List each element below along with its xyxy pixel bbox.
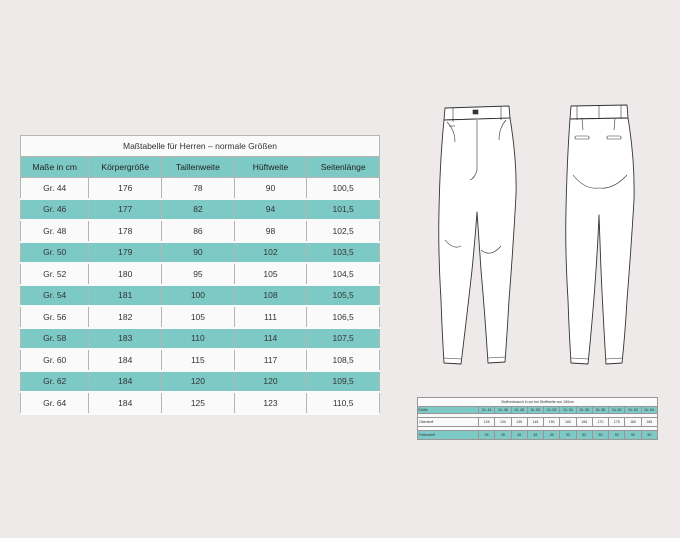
measure-cell: 117	[234, 349, 307, 371]
fabric-header-cell: Gr. 52	[544, 407, 560, 414]
measure-cell: 103,5	[307, 242, 380, 264]
table-row	[21, 178, 380, 199]
fabric-header-cell: Gr. 60	[609, 407, 625, 414]
table-row	[21, 392, 380, 414]
measure-cell: 95	[162, 263, 235, 285]
header-hip: Hüftweite	[234, 157, 307, 178]
fabric-amount-cell: 130	[495, 418, 511, 427]
fabric-header-cell: Gr. 56	[576, 407, 592, 414]
measure-cell: 123	[234, 392, 307, 414]
table-row	[418, 418, 658, 427]
fabric-amount-cell: 185	[641, 418, 657, 427]
table-row	[21, 306, 380, 328]
size-label-cell: Gr. 58	[21, 328, 89, 350]
measure-cell: 182	[89, 306, 162, 328]
size-label-cell: Gr. 62	[21, 371, 89, 393]
fabric-consumption-table	[417, 397, 658, 440]
fabric-header-cell: Gr. 46	[495, 407, 511, 414]
measure-cell: 184	[89, 392, 162, 414]
measure-cell: 178	[89, 220, 162, 242]
measure-cell: 100,5	[307, 178, 380, 199]
measure-cell: 114	[234, 328, 307, 350]
size-label-cell: Gr. 64	[21, 392, 89, 414]
measure-cell: 110	[162, 328, 235, 350]
header-measure: Maße in cm	[21, 157, 89, 178]
fabric-amount-cell: 175	[609, 418, 625, 427]
table-row	[21, 263, 380, 285]
measure-cell: 106,5	[307, 306, 380, 328]
measure-cell: 101,5	[307, 199, 380, 221]
table-row	[418, 431, 658, 440]
measure-cell: 102	[234, 242, 307, 264]
measure-cell: 90	[234, 178, 307, 199]
fabric-header-cell: Gr. 64	[641, 407, 657, 414]
measure-cell: 90	[162, 242, 235, 264]
fabric-header-cell: Gr. 48	[511, 407, 527, 414]
measure-cell: 125	[162, 392, 235, 414]
fabric-amount-cell: 150	[544, 418, 560, 427]
fabric-amount-cell: 145	[527, 418, 543, 427]
size-chart-header-row	[21, 157, 380, 178]
table-row	[21, 349, 380, 371]
table-row	[21, 285, 380, 307]
measure-cell: 108,5	[307, 349, 380, 371]
measure-cell: 78	[162, 178, 235, 199]
measure-cell: 110,5	[307, 392, 380, 414]
fabric-header-cell: Gr. 54	[560, 407, 576, 414]
measure-cell: 105	[234, 263, 307, 285]
fabric-header-cell: Gr. 62	[625, 407, 641, 414]
measure-cell: 120	[234, 371, 307, 393]
measure-cell: 180	[89, 263, 162, 285]
fabric-amount-cell: 50	[641, 431, 657, 440]
measure-cell: 177	[89, 199, 162, 221]
fabric-amount-cell: 50	[592, 431, 608, 440]
fabric-amount-cell: 45	[544, 431, 560, 440]
fabric-amount-cell: 50	[625, 431, 641, 440]
size-label-cell: Gr. 48	[21, 220, 89, 242]
fabric-type-cell: Oberstoff	[418, 418, 479, 427]
fabric-amount-cell: 160	[560, 418, 576, 427]
size-label-cell: Gr. 44	[21, 178, 89, 199]
table-row	[21, 220, 380, 242]
fabric-header-size: Größe	[418, 407, 479, 414]
size-label-cell: Gr. 46	[21, 199, 89, 221]
measure-cell: 181	[89, 285, 162, 307]
fabric-amount-cell: 50	[576, 431, 592, 440]
fabric-amount-cell: 45	[495, 431, 511, 440]
table-row	[21, 199, 380, 221]
measure-cell: 183	[89, 328, 162, 350]
fabric-header-cell: Gr. 58	[592, 407, 608, 414]
measure-cell: 184	[89, 371, 162, 393]
measure-cell: 105	[162, 306, 235, 328]
measure-cell: 94	[234, 199, 307, 221]
fabric-amount-cell: 50	[560, 431, 576, 440]
size-label-cell: Gr. 54	[21, 285, 89, 307]
trousers-back-icon	[555, 100, 645, 375]
measure-cell: 184	[89, 349, 162, 371]
fabric-amount-cell: 45	[479, 431, 495, 440]
size-chart-title: Maßtabelle für Herren – normale Größen	[20, 135, 380, 156]
fabric-chart-header-row	[418, 407, 658, 414]
table-row	[21, 242, 380, 264]
size-label-cell: Gr. 56	[21, 306, 89, 328]
fabric-type-cell: Futterstoff	[418, 431, 479, 440]
table-row	[21, 371, 380, 393]
header-height: Körpergröße	[89, 157, 162, 178]
fabric-amount-cell: 45	[527, 431, 543, 440]
header-waist: Taillenweite	[162, 157, 235, 178]
fabric-chart-title: Stoffverbrauch in cm bei Stoffbreite von 150cm	[417, 397, 658, 406]
header-side-length: Seitenlänge	[307, 157, 380, 178]
table-row	[21, 328, 380, 350]
measure-cell: 105,5	[307, 285, 380, 307]
measure-cell: 82	[162, 199, 235, 221]
measure-cell: 120	[162, 371, 235, 393]
measure-cell: 109,5	[307, 371, 380, 393]
fabric-amount-cell: 125	[479, 418, 495, 427]
fabric-amount-cell: 45	[511, 431, 527, 440]
measure-cell: 179	[89, 242, 162, 264]
size-label-cell: Gr. 60	[21, 349, 89, 371]
fabric-amount-cell: 135	[511, 418, 527, 427]
size-label-cell: Gr. 50	[21, 242, 89, 264]
fabric-amount-cell: 170	[592, 418, 608, 427]
measure-cell: 100	[162, 285, 235, 307]
measure-cell: 102,5	[307, 220, 380, 242]
size-label-cell: Gr. 52	[21, 263, 89, 285]
trousers-front-icon	[425, 100, 525, 375]
measure-cell: 98	[234, 220, 307, 242]
fabric-amount-cell: 50	[609, 431, 625, 440]
measure-cell: 115	[162, 349, 235, 371]
measure-cell: 86	[162, 220, 235, 242]
measure-cell: 111	[234, 306, 307, 328]
fabric-header-cell: Gr. 50	[527, 407, 543, 414]
size-chart-table	[20, 135, 380, 415]
fabric-amount-cell: 165	[576, 418, 592, 427]
measure-cell: 176	[89, 178, 162, 199]
fabric-header-cell: Gr. 44	[479, 407, 495, 414]
measure-cell: 107,5	[307, 328, 380, 350]
measure-cell: 108	[234, 285, 307, 307]
measure-cell: 104,5	[307, 263, 380, 285]
fabric-amount-cell: 180	[625, 418, 641, 427]
